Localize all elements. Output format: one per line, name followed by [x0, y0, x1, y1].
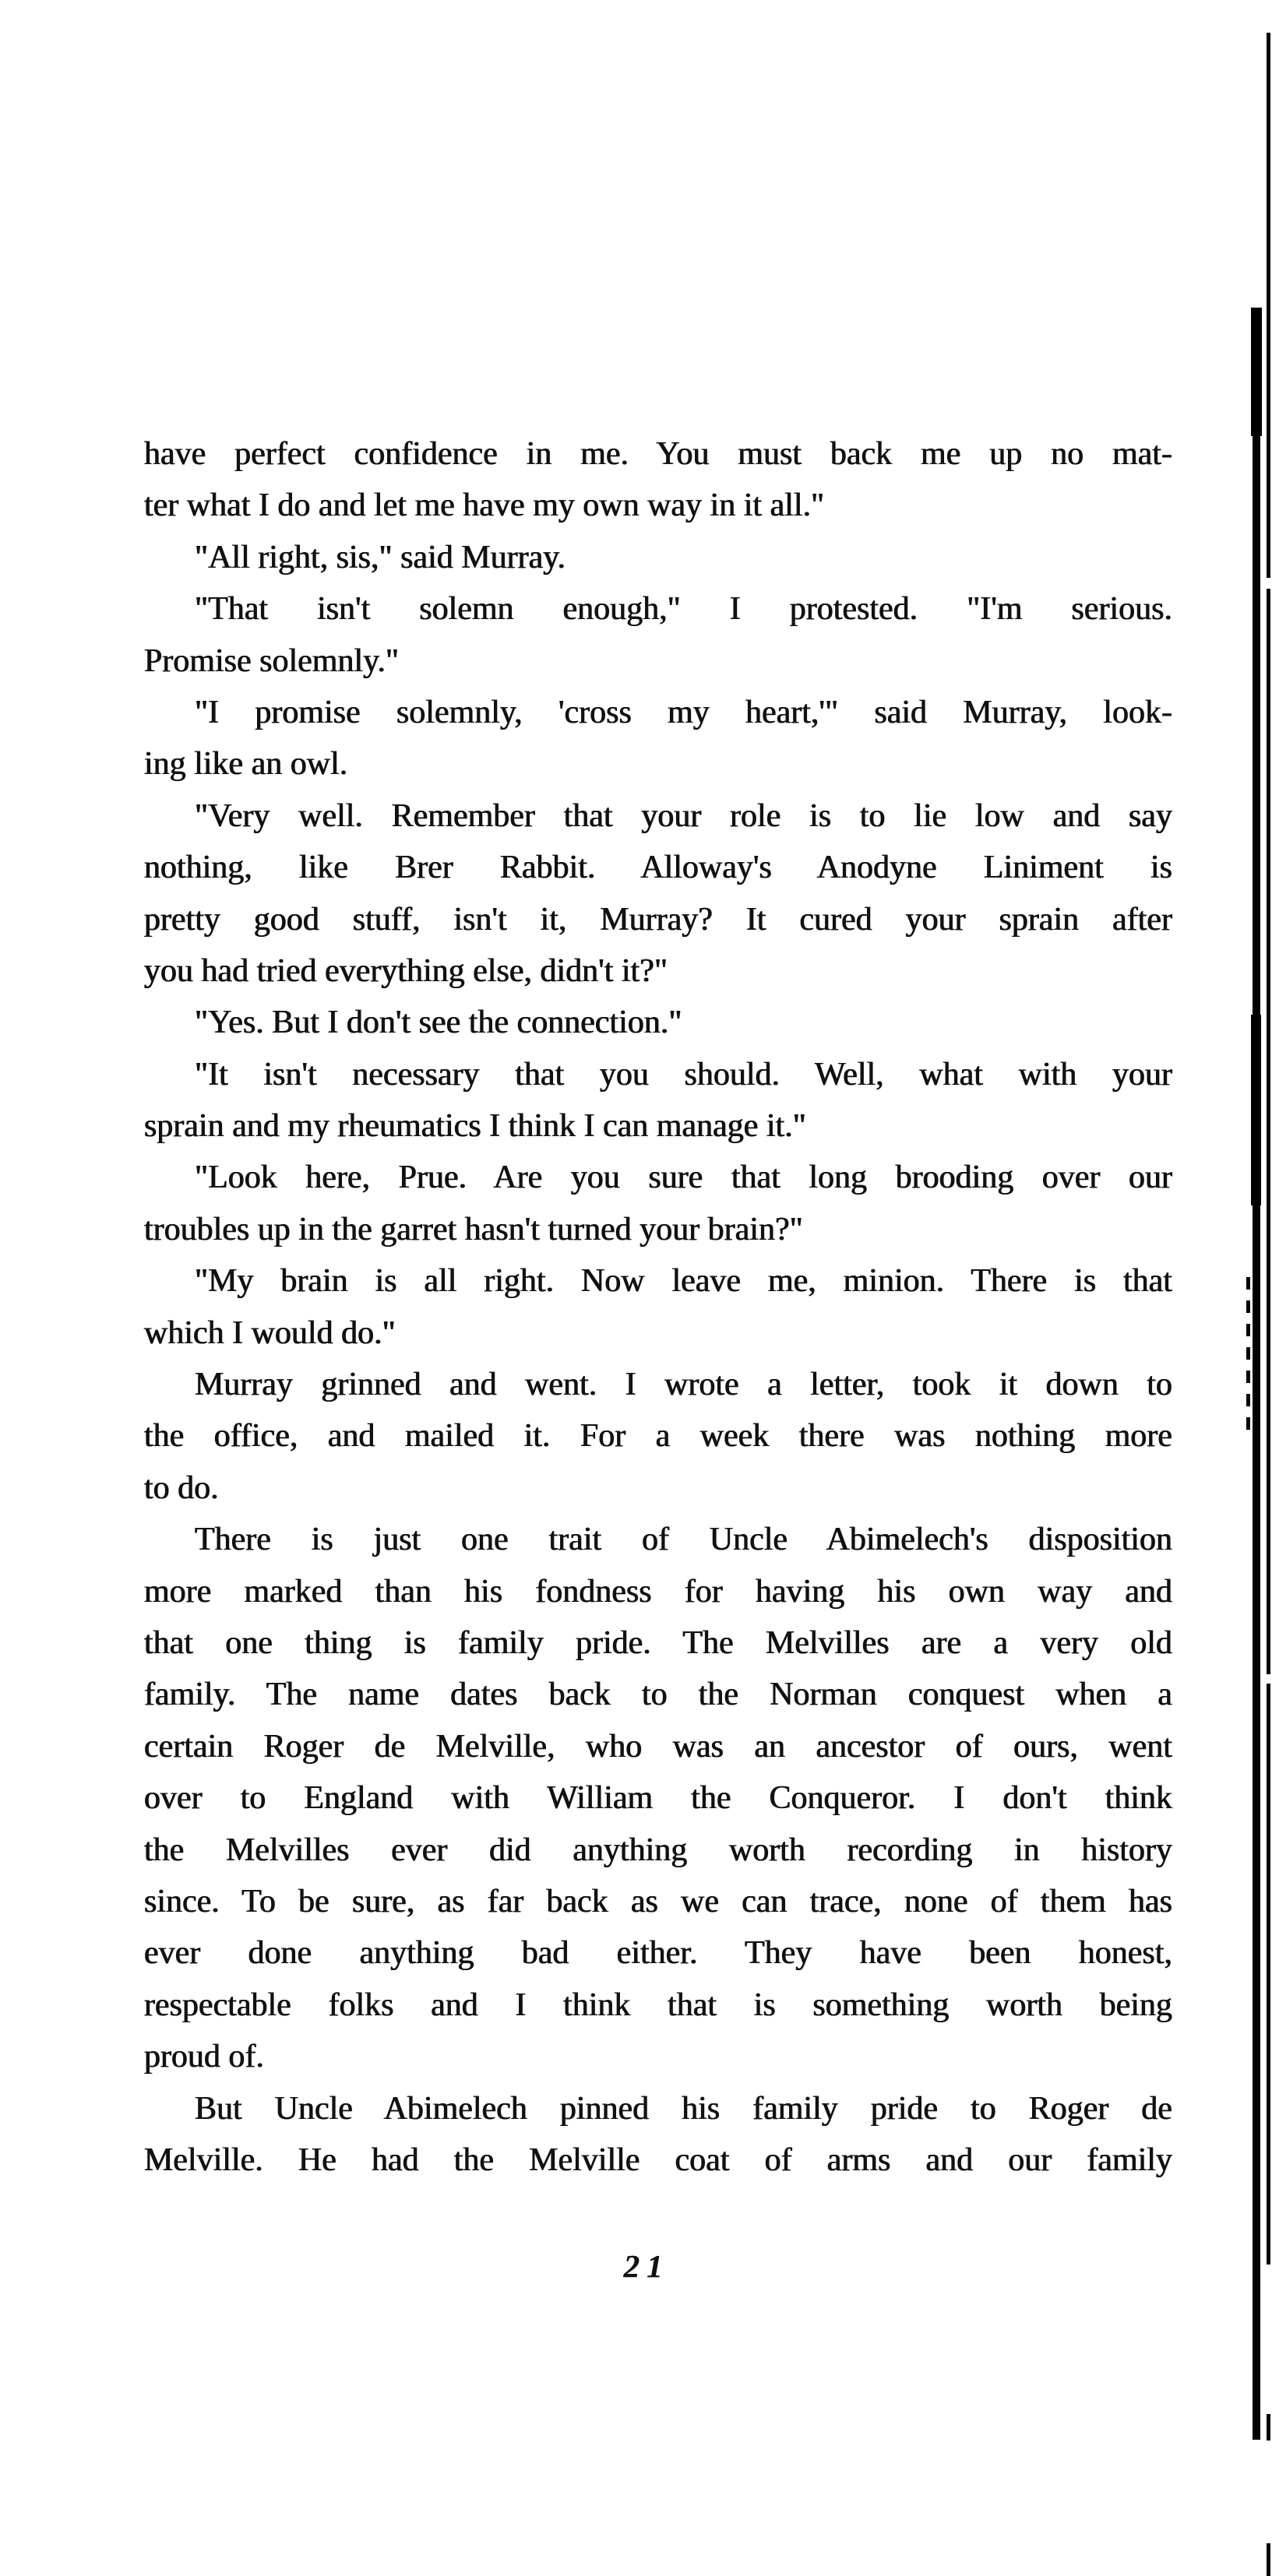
- text-line: the Melvilles ever did anything worth recording in history: [144, 1832, 1172, 1868]
- text-line: There is just one trait of Uncle Abimelech's disposition: [195, 1522, 1172, 1558]
- text-line: "Yes. But I don't see the connection.": [195, 1005, 682, 1041]
- scan-dash-mark: [1246, 1277, 1250, 1290]
- page-text: [144, 428, 1172, 2186]
- text-line: that one thing is family pride. The Melvilles are a very old: [144, 1624, 1172, 1661]
- scan-dash-mark: [1246, 1371, 1250, 1383]
- text-line: pretty good stuff, isn't it, Murray? It cured your sprain after: [144, 901, 1172, 938]
- text-line: sprain and my rheumatics I think I can manage it.": [144, 1108, 806, 1145]
- scan-edge-line: [1267, 33, 1270, 578]
- scan-dash-mark: [1246, 1417, 1250, 1430]
- text-line: to do.: [144, 1469, 219, 1506]
- page-number: 21: [623, 2248, 670, 2284]
- scan-edge-line: [1267, 1684, 1270, 2265]
- text-line: troubles up in the garret hasn't turned your brain?": [144, 1211, 803, 1248]
- text-line: since. To be sure, as far back as we can trace, none of them has: [144, 1883, 1172, 1920]
- text-line: over to England with William the Conqueror. I don't think: [144, 1780, 1172, 1817]
- text-line: "That isn't solemn enough," I protested. "I'm serious.: [195, 591, 1172, 628]
- scan-edge-line: [1267, 2414, 1270, 2441]
- text-line: more marked than his fondness for having his own way and: [144, 1573, 1172, 1610]
- text-line: certain Roger de Melville, who was an ancestor of ours, went: [144, 1728, 1172, 1765]
- text-line: "Look here, Prue. Are you sure that long brooding over our: [195, 1160, 1172, 1196]
- text-line: have perfect confidence in me. You must back me up no mat-: [144, 436, 1172, 472]
- text-line: nothing, like Brer Rabbit. Alloway's Anodyne Liniment is: [144, 850, 1172, 886]
- scan-dash-mark: [1246, 1300, 1250, 1313]
- text-line: which I would do.": [144, 1314, 396, 1351]
- scan-edge-line: [1267, 2543, 1270, 2576]
- text-line: ever done anything bad either. They have been honest,: [144, 1935, 1172, 1972]
- scan-spine-shadow: [1251, 1015, 1261, 1205]
- scan-dash-mark: [1246, 1394, 1250, 1406]
- text-line: ter what I do and let me have my own way in it all.": [144, 487, 825, 524]
- scan-edge-line: [1267, 589, 1270, 1674]
- text-line: ing like an owl.: [144, 746, 348, 783]
- text-line: family. The name dates back to the Norman conquest when a: [144, 1677, 1172, 1713]
- text-line: proud of.: [144, 2039, 264, 2075]
- text-line: "My brain is all right. Now leave me, minion. There is that: [195, 1263, 1172, 1300]
- scan-dash-mark: [1246, 1324, 1250, 1336]
- scan-dash-mark: [1246, 1347, 1250, 1360]
- scan-spine-shadow: [1253, 436, 1260, 1015]
- text-line: the office, and mailed it. For a week there was nothing more: [144, 1418, 1172, 1455]
- text-line: "I promise solemnly, 'cross my heart,'" said Murray, look-: [195, 694, 1172, 730]
- text-line: But Uncle Abimelech pinned his family pride to Roger de: [195, 2090, 1172, 2127]
- text-line: "It isn't necessary that you should. Well, what with your: [195, 1056, 1172, 1093]
- text-line: you had tried everything else, didn't it?": [144, 952, 668, 989]
- scan-spine-shadow: [1253, 1205, 1260, 2440]
- text-line: respectable folks and I think that is something worth being: [144, 1987, 1172, 2023]
- text-line: Promise solemnly.": [144, 642, 400, 679]
- text-line: "All right, sis," said Murray.: [195, 539, 566, 575]
- scan-spine-shadow: [1251, 308, 1262, 436]
- text-line: Murray grinned and went. I wrote a letter, took it down to: [195, 1367, 1172, 1403]
- text-line: "Very well. Remember that your role is to lie low and say: [195, 797, 1172, 834]
- text-line: Melville. He had the Melville coat of arms and our family: [144, 2141, 1172, 2178]
